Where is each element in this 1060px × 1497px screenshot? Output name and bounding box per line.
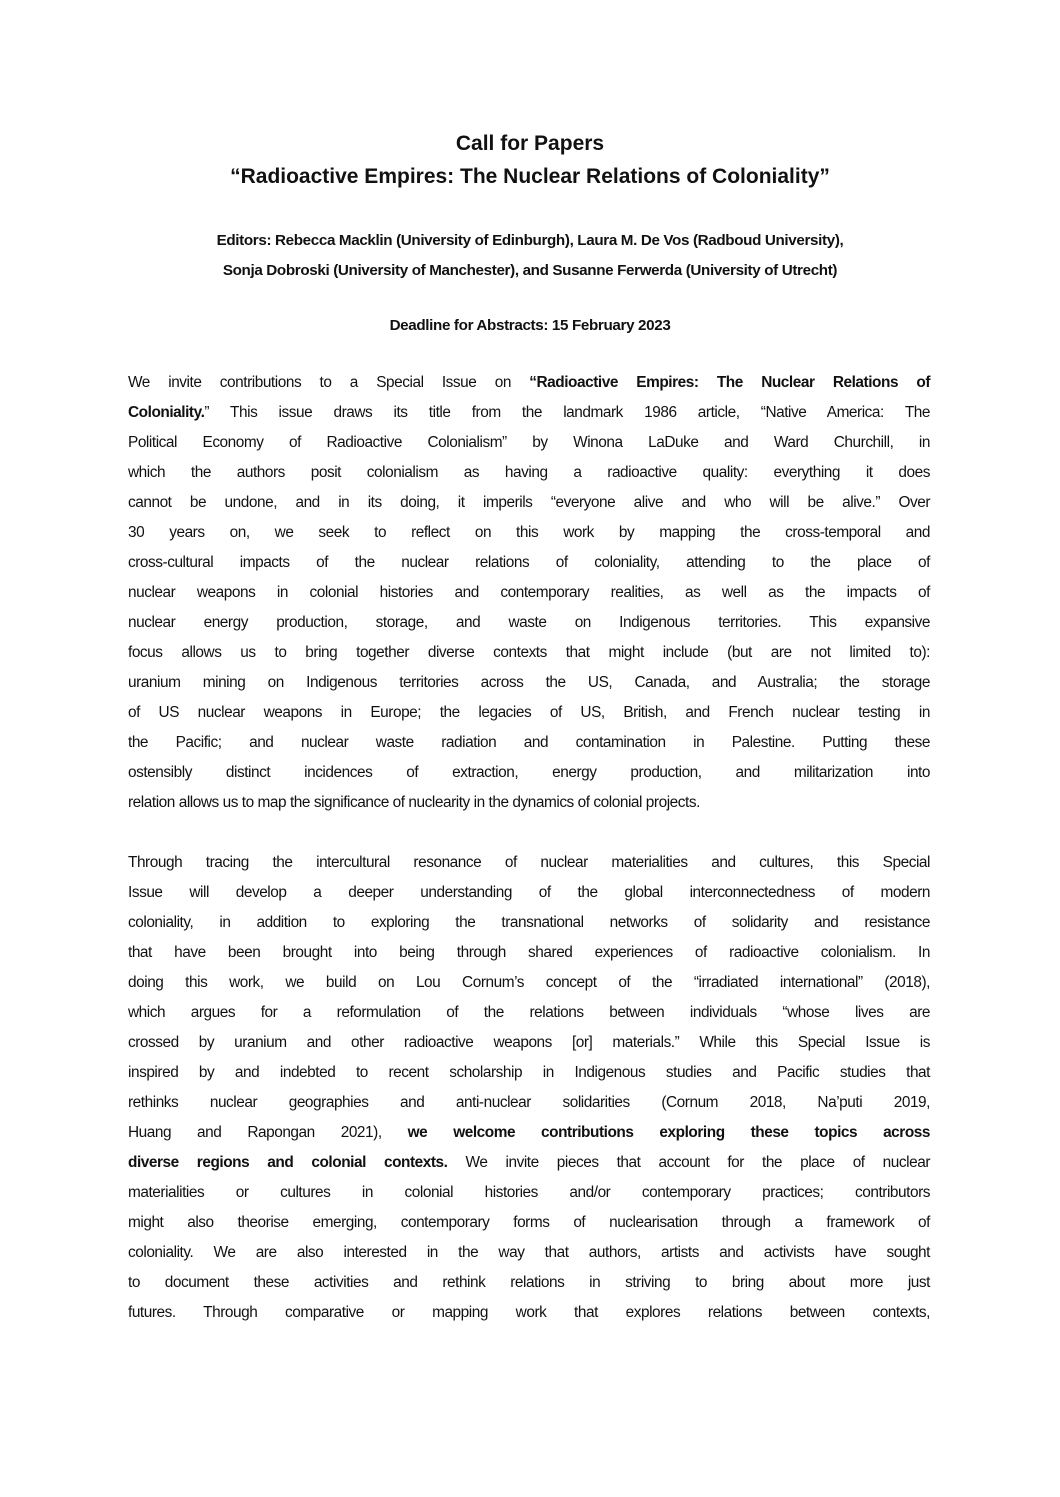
text-line <box>128 848 930 878</box>
text-run: uranium mining on Indigenous territories across the US, Canada, and Australia; the storage <box>128 674 930 691</box>
text-run: 30 years on, we seek to reflect on this work by mapping the cross-temporal and <box>128 524 930 541</box>
page-title <box>0 127 1060 193</box>
text-line <box>128 1028 930 1058</box>
text-line <box>128 878 930 908</box>
deadline-line: Deadline for Abstracts: 15 February 2023 <box>389 317 671 334</box>
text-run: which argues for a reformulation of the relations between individuals “whose lives are <box>128 1004 930 1021</box>
text-line <box>128 608 930 638</box>
text-run: of US nuclear weapons in Europe; the legacies of US, British, and French nuclear testing in <box>128 704 930 721</box>
text-line <box>128 998 930 1028</box>
text-run: rethinks nuclear geographies and anti-nuclear solidarities (Cornum 2018, Na’puti 2019, <box>128 1094 930 1111</box>
text-run: ” This issue draws its title from the landmark 1986 article, “Native America: The <box>204 404 930 421</box>
text-line <box>128 518 930 548</box>
text-line <box>128 1238 930 1268</box>
text-line <box>128 908 930 938</box>
text-line <box>128 1088 930 1118</box>
text-run: Huang and Rapongan 2021), <box>128 1124 408 1141</box>
text-line <box>128 458 930 488</box>
text-line <box>128 1058 930 1088</box>
text-run: crossed by uranium and other radioactive weapons [or] materials.” While this Special Issue is <box>128 1034 930 1051</box>
text-line <box>128 758 930 788</box>
text-run: coloniality. We are also interested in the way that authors, artists and activists have sought <box>128 1244 930 1261</box>
editors-block <box>0 226 1060 286</box>
text-run: relation allows us to map the significance of nuclearity in the dynamics of colonial projects. <box>128 794 700 811</box>
text-line <box>128 548 930 578</box>
text-line <box>128 1178 930 1208</box>
text-line <box>128 968 930 998</box>
text-run: nuclear energy production, storage, and waste on Indigenous territories. This expansive <box>128 614 930 631</box>
text-run: We invite pieces that account for the place of nuclear <box>447 1154 931 1171</box>
text-run: Issue will develop a deeper understanding of the global interconnectedness of modern <box>128 884 930 901</box>
bold-text: diverse regions and colonial contexts. <box>128 1154 448 1171</box>
text-run: focus allows us to bring together diverse contexts that might include (but are not limited to): <box>128 644 930 661</box>
bold-text: Coloniality. <box>128 404 205 421</box>
text-line <box>128 638 930 668</box>
text-line <box>128 1298 930 1328</box>
text-run: that have been brought into being through shared experiences of radioactive colonialism. In <box>128 944 930 961</box>
text-run: inspired by and indebted to recent scholarship in Indigenous studies and Pacific studies that <box>128 1064 930 1081</box>
text-line <box>128 1118 930 1148</box>
text-line <box>128 488 930 518</box>
text-run: ostensibly distinct incidences of extraction, energy production, and militarization into <box>128 764 930 781</box>
text-run: doing this work, we build on Lou Cornum’s concept of the “irradiated international” (2018), <box>128 974 930 991</box>
text-run: might also theorise emerging, contemporary forms of nuclearisation through a framework of <box>128 1214 930 1231</box>
bold-text: “Radioactive Empires: The Nuclear Relations of <box>529 374 930 391</box>
paragraph-1 <box>128 368 930 818</box>
text-line <box>128 578 930 608</box>
text-run: Political Economy of Radioactive Colonialism” by Winona LaDuke and Ward Churchill, in <box>128 434 930 451</box>
title-line-issue-name: “Radioactive Empires: The Nuclear Relations of Coloniality” <box>230 165 830 188</box>
text-run: which the authors posit colonialism as having a radioactive quality: everything it does <box>128 464 930 481</box>
editors-line-2: Sonja Dobroski (University of Manchester), and Susanne Ferwerda (University of Utrecht) <box>222 262 838 279</box>
text-line <box>128 788 930 818</box>
editors-line-1: Editors: Rebecca Macklin (University of Edinburgh), Laura M. De Vos (Radboud University), <box>216 232 844 249</box>
text-line <box>128 1208 930 1238</box>
text-run: We invite contributions to a Special Issue on <box>128 374 530 391</box>
text-run: the Pacific; and nuclear waste radiation and contamination in Palestine. Putting these <box>128 734 930 751</box>
bold-text: we welcome contributions exploring these topics across <box>407 1124 930 1141</box>
text-line <box>128 428 930 458</box>
text-line <box>128 698 930 728</box>
text-line <box>128 1268 930 1298</box>
text-run: coloniality, in addition to exploring the transnational networks of solidarity and resistance <box>128 914 930 931</box>
text-line <box>128 668 930 698</box>
text-line <box>128 368 930 398</box>
text-line <box>128 398 930 428</box>
text-run: materialities or cultures in colonial histories and/or contemporary practices; contributors <box>128 1184 930 1201</box>
text-run: futures. Through comparative or mapping work that explores relations between contexts, <box>128 1304 930 1321</box>
text-run: Through tracing the intercultural resonance of nuclear materialities and cultures, this Special <box>128 854 930 871</box>
text-run: to document these activities and rethink relations in striving to bring about more just <box>128 1274 930 1291</box>
text-line <box>128 938 930 968</box>
text-run: nuclear weapons in colonial histories and contemporary realities, as well as the impacts of <box>128 584 930 601</box>
text-line <box>128 728 930 758</box>
text-run: cannot be undone, and in its doing, it imperils “everyone alive and who will be alive.” Over <box>128 494 930 511</box>
text-line <box>128 1148 930 1178</box>
paragraph-2 <box>128 848 930 1328</box>
title-line-call-for-papers: Call for Papers <box>455 132 605 155</box>
text-run: cross-cultural impacts of the nuclear relations of coloniality, attending to the place of <box>128 554 930 571</box>
